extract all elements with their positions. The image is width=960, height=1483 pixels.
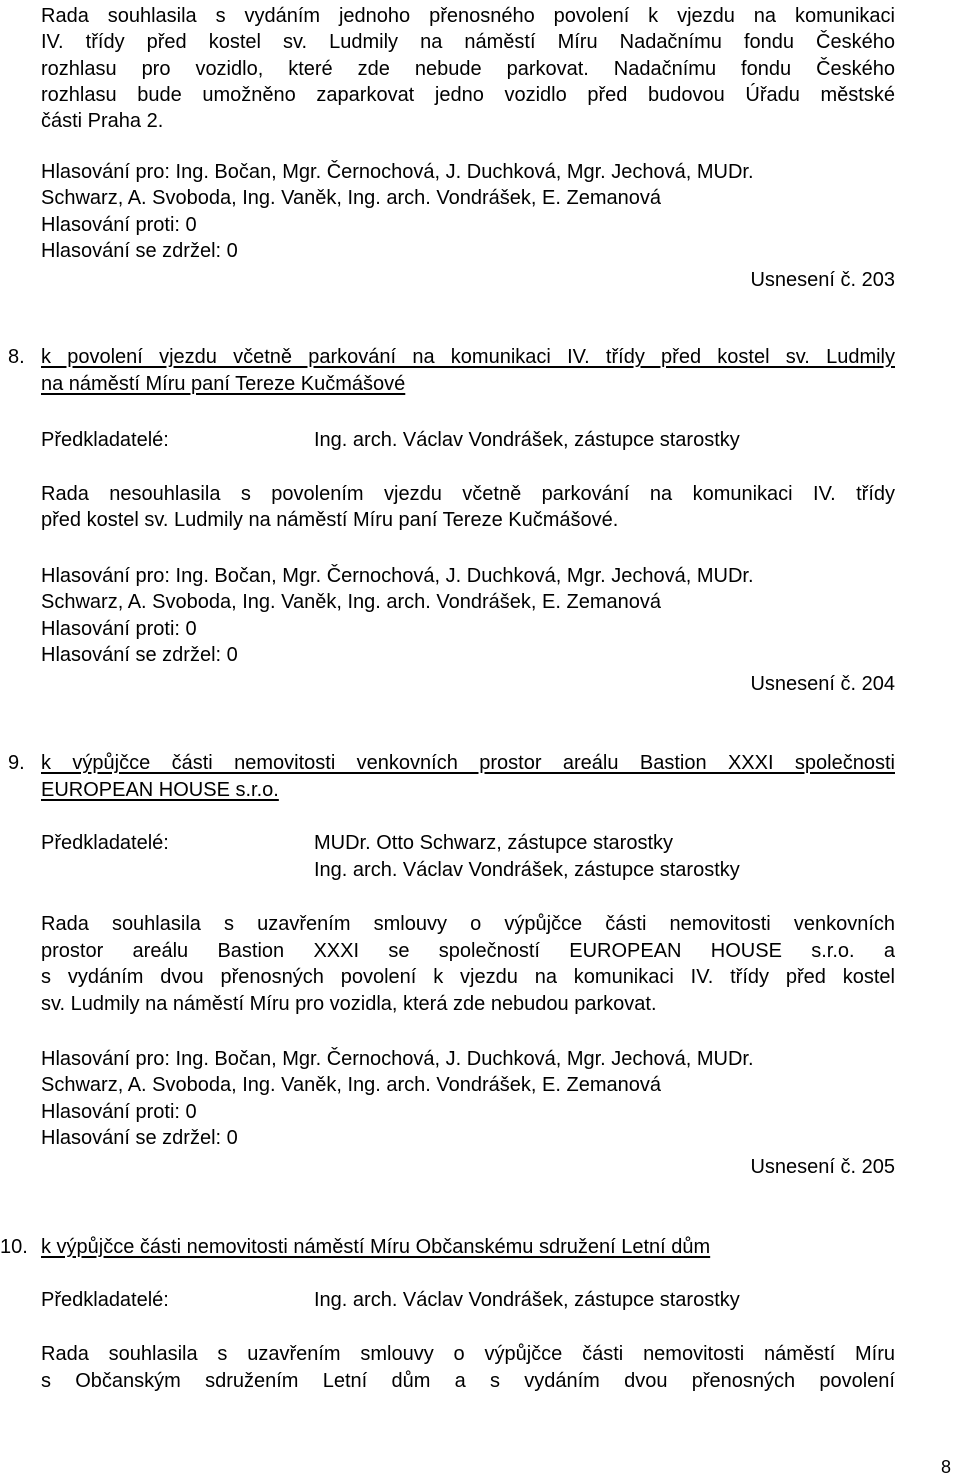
intro-line-1: Rada souhlasila s vydáním jednoho přenosného povolení k vjezdu na komunikaci (41, 5, 895, 27)
item-number: 10. (0, 1236, 28, 1258)
presenters-label: Předkladatelé: (41, 832, 169, 854)
item-title-continued: na náměstí Míru paní Tereze Kučmášové (41, 373, 406, 395)
resolution-text-line-3: s vydáním dvou přenosných povolení k vjezdu na komunikaci IV. třídy před kostel (41, 966, 895, 988)
resolution-text-line-1: Rada souhlasila s uzavřením smlouvy o výpůjčce části nemovitosti venkovních (41, 913, 895, 935)
item-title-continued: EUROPEAN HOUSE s.r.o. (41, 779, 279, 801)
intro-line-5: části Praha 2. (41, 110, 164, 132)
resolution-text-line-4: sv. Ludmily na náměstí Míru pro vozidla, která zde nebudou parkovat. (41, 993, 657, 1015)
resolution-text-line-2: před kostel sv. Ludmily na náměstí Míru paní Tereze Kučmášové. (41, 509, 619, 531)
resolution-text-line-1: Rada nesouhlasila s povolením vjezdu včetně parkování na komunikaci IV. třídy (41, 483, 895, 505)
vote-for-continued: Schwarz, A. Svoboda, Ing. Vaněk, Ing. arch. Vondrášek, E. Zemanová (41, 1074, 661, 1096)
item-title: k výpůjčce části nemovitosti náměstí Míru Občanskému sdružení Letní dům (41, 1236, 711, 1258)
intro-line-2: IV. třídy před kostel sv. Ludmily na náměstí Míru Nadačnímu fondu Českého (41, 31, 895, 53)
vote-for-continued: Schwarz, A. Svoboda, Ing. Vaněk, Ing. arch. Vondrášek, E. Zemanová (41, 187, 661, 209)
item-number: 9. (8, 752, 25, 774)
presenter: MUDr. Otto Schwarz, zástupce starostky (314, 832, 673, 854)
vote-for-continued: Schwarz, A. Svoboda, Ing. Vaněk, Ing. arch. Vondrášek, E. Zemanová (41, 591, 661, 613)
intro-line-4: rozhlasu bude umožněno zaparkovat jedno vozidlo před budovou Úřadu městské (41, 84, 895, 106)
resolution-text-line-1: Rada souhlasila s uzavřením smlouvy o výpůjčce části nemovitosti náměstí Míru (41, 1343, 895, 1365)
resolution-text-line-2: s Občanským sdružením Letní dům a s vydáním dvou přenosných povolení (41, 1370, 895, 1392)
presenters-label: Předkladatelé: (41, 429, 169, 451)
presenters-label: Předkladatelé: (41, 1289, 169, 1311)
item-title: k povolení vjezdu včetně parkování na komunikaci IV. třídy před kostel sv. Ludmily (41, 346, 895, 368)
resolution-text-line-2: prostor areálu Bastion XXXI se společností EUROPEAN HOUSE s.r.o. a (41, 940, 895, 962)
vote-against: Hlasování proti: 0 (41, 618, 197, 640)
resolution-number: Usnesení č. 203 (750, 269, 895, 291)
vote-against: Hlasování proti: 0 (41, 214, 197, 236)
item-number: 8. (8, 346, 25, 368)
item-title: k výpůjčce části nemovitosti venkovních prostor areálu Bastion XXXI společnosti (41, 752, 895, 774)
presenter: Ing. arch. Václav Vondrášek, zástupce starostky (314, 1289, 740, 1311)
vote-for: Hlasování pro: Ing. Bočan, Mgr. Černochová, J. Duchková, Mgr. Jechová, MUDr. (41, 1048, 754, 1070)
resolution-number: Usnesení č. 205 (750, 1156, 895, 1178)
vote-abstain: Hlasování se zdržel: 0 (41, 644, 238, 666)
presenter: Ing. arch. Václav Vondrášek, zástupce starostky (314, 429, 740, 451)
vote-abstain: Hlasování se zdržel: 0 (41, 1127, 238, 1149)
vote-for: Hlasování pro: Ing. Bočan, Mgr. Černochová, J. Duchková, Mgr. Jechová, MUDr. (41, 161, 754, 183)
resolution-number: Usnesení č. 204 (750, 673, 895, 695)
vote-for: Hlasování pro: Ing. Bočan, Mgr. Černochová, J. Duchková, Mgr. Jechová, MUDr. (41, 565, 754, 587)
presenter: Ing. arch. Václav Vondrášek, zástupce starostky (314, 859, 740, 881)
vote-abstain: Hlasování se zdržel: 0 (41, 240, 238, 262)
vote-against: Hlasování proti: 0 (41, 1101, 197, 1123)
page-number: 8 (940, 1457, 951, 1477)
intro-line-3: rozhlasu pro vozidlo, které zde nebude parkovat. Nadačnímu fondu Českého (41, 58, 895, 80)
